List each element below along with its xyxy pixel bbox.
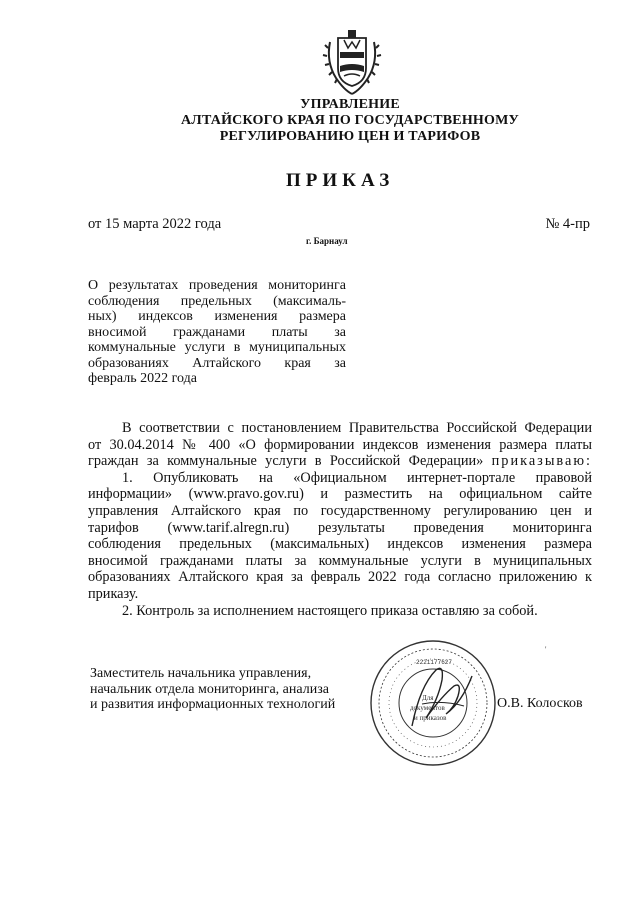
- body-line: приказу.: [88, 585, 139, 602]
- coat-of-arms-emblem: [322, 28, 382, 96]
- document-type-title: ПРИКАЗ: [286, 170, 395, 191]
- order-date: от 15 марта 2022 года: [88, 216, 222, 232]
- body-line: вносимой гражданами платы за коммунальные услуги в муниципальных: [88, 552, 592, 569]
- subject-line: февраль 2022 года: [88, 371, 197, 386]
- body-line: 2. Контроль за исполнением настоящего приказа оставляю за собой.: [122, 602, 538, 619]
- subject-line: вносимой гражданами платы за: [88, 324, 346, 340]
- subject-line: коммунальные услуги в муниципальных: [88, 340, 346, 355]
- order-word: приказываю:: [491, 453, 592, 470]
- body-line: соблюдения предельных (максимальных) индексов изменения размера: [88, 536, 592, 553]
- org-line: АЛТАЙСКОГО КРАЯ ПО ГОСУДАРСТВЕННОМУ: [181, 113, 519, 128]
- body-line: управления Алтайского края по государственному регулированию цен и: [88, 502, 592, 519]
- svg-text:2221177627: 2221177627: [416, 659, 453, 666]
- org-line: РЕГУЛИРОВАНИЮ ЦЕН И ТАРИФОВ: [219, 129, 481, 144]
- body-line: от 30.04.2014 № 400 «О формировании индексов изменения размера платы: [88, 436, 592, 453]
- body-line: 1. Опубликовать на «Официальном интернет-портале правовой: [122, 469, 592, 486]
- signer-position-line: и развития информационных технологий: [90, 697, 336, 712]
- city-label: г. Барнаул: [306, 236, 348, 246]
- order-subject: [88, 278, 346, 387]
- subject-line: образованиях Алтайского края за: [88, 355, 346, 371]
- signer-position: [90, 666, 335, 713]
- svg-text:Для: Для: [422, 694, 434, 702]
- body-line: В соответствии с постановлением Правительства Российской Федерации: [122, 420, 592, 436]
- subject-line: О результатах проведения мониторинга: [88, 278, 346, 293]
- body-line: информации» (www.pravo.gov.ru) и разместить на официальном сайте: [88, 486, 592, 503]
- signer-position-line: начальник отдела мониторинга, анализа: [90, 681, 329, 697]
- subject-line: соблюдения предельных (максималь-: [88, 293, 346, 309]
- body-line: [88, 453, 592, 470]
- org-line: УПРАВЛЕНИЕ: [300, 97, 400, 112]
- preamble-tail: граждан за коммунальные услуги в Российской Федерации»: [88, 453, 484, 470]
- body-line: тарифов (www.tarif.alregn.ru) результаты проведения мониторинга: [88, 519, 592, 536]
- svg-text:и приказов: и приказов: [414, 714, 447, 722]
- body-line: образованиях Алтайского края за февраль 2022 года согласно приложению к: [88, 569, 592, 586]
- margin-mark: ': [545, 645, 547, 654]
- signer-name: О.В. Колосков: [497, 696, 583, 711]
- order-body: [88, 420, 592, 619]
- svg-text:документов: документов: [410, 704, 445, 712]
- signer-position-line: Заместитель начальника управления,: [90, 666, 312, 681]
- organization-name: [150, 97, 550, 145]
- handwritten-signature: [402, 656, 482, 740]
- subject-line: ных) индексов изменения размера: [88, 309, 346, 324]
- order-number: № 4-пр: [545, 216, 590, 232]
